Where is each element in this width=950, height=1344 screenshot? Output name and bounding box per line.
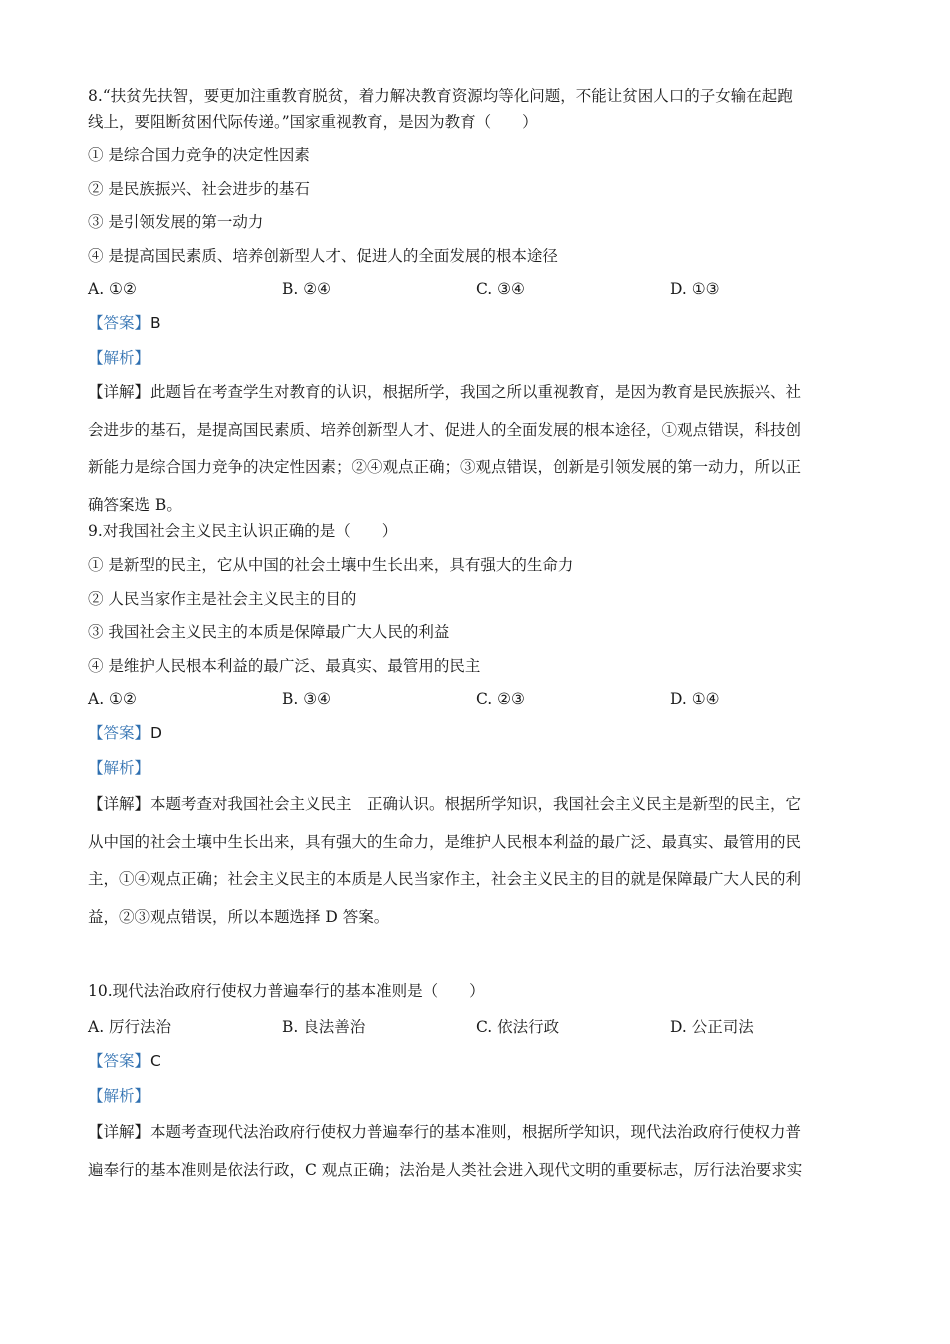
- detail-tag: 【详解】: [88, 383, 151, 401]
- option-d: D. ①④: [670, 690, 720, 708]
- detail-block: [88, 786, 864, 936]
- answer-line: [88, 1050, 864, 1085]
- detail-line: 新能力是综合国力竞争的决定性因素；②④观点正确；③观点错误，创新是引领发展的第一动力，所以正: [88, 458, 802, 476]
- statement-4: ④ 是提高国民素质、培养创新型人才、促进人的全面发展的根本途径: [88, 246, 558, 265]
- option-a: A. 厉行法治: [88, 1018, 172, 1036]
- analysis-label: 【解析】: [88, 759, 151, 777]
- option-b: B. ③④: [282, 690, 332, 708]
- answer-value: C: [150, 1052, 161, 1070]
- option-b: B. ②④: [282, 280, 332, 298]
- option-d: D. ①③: [670, 280, 720, 298]
- answer-value: B: [150, 314, 161, 332]
- answer-line: [88, 722, 864, 757]
- statement-2: ② 人民当家作主是社会主义民主的目的: [88, 589, 357, 608]
- question-stem-line: 8.“扶贫先扶智，要更加注重教育脱贫，着力解决教育资源均等化问题，不能让贫困人口的子女输在起跑: [88, 87, 793, 105]
- analysis-label: 【解析】: [88, 349, 151, 367]
- statement-3: ③ 我国社会主义民主的本质是保障最广大人民的利益: [88, 623, 450, 641]
- document-content: [88, 78, 864, 1189]
- option-d: D. 公正司法: [670, 1018, 754, 1036]
- answer-options: [88, 1016, 864, 1050]
- question-8: [88, 78, 864, 524]
- option-a: A. ①②: [88, 690, 137, 708]
- detail-tag: 【详解】: [88, 795, 151, 813]
- statement-4: ④ 是维护人民根本利益的最广泛、最真实、最管用的民主: [88, 656, 481, 675]
- detail-line: 遍奉行的基本准则是依法行政，C 观点正确；法治是人类社会进入现代文明的重要标志，厉行法治要求实: [88, 1160, 803, 1179]
- option-c: C. ②③: [476, 690, 525, 708]
- detail-line: 确答案选 B。: [88, 495, 182, 514]
- answer-options: [88, 688, 864, 722]
- option-c: C. 依法行政: [476, 1018, 560, 1036]
- question-stem-line: 线上，要阻断贫困代际传递。”国家重视教育，是因为教育（ ）: [88, 113, 538, 131]
- option-b: B. 良法善治: [282, 1018, 366, 1036]
- detail-block: [88, 374, 864, 524]
- statement-1: ① 是综合国力竞争的决定性因素: [88, 146, 310, 164]
- question-10: [88, 980, 864, 1189]
- statement-1: ① 是新型的民主，它从中国的社会土壤中生长出来，具有强大的生命力: [88, 556, 574, 574]
- question-stem-line: 9.对我国社会主义民主认识正确的是（ ）: [88, 522, 398, 540]
- detail-line: 益，②③观点错误，所以本题选择 D 答案。: [88, 907, 390, 926]
- answer-tag: 【答案】: [88, 1052, 151, 1070]
- statement-2: ② 是民族振兴、社会进步的基石: [88, 179, 310, 198]
- analysis-label: 【解析】: [88, 1087, 151, 1105]
- question-stem-line: 10.现代法治政府行使权力普遍奉行的基本准则是（ ）: [88, 982, 485, 1000]
- detail-tag: 【详解】: [88, 1123, 151, 1141]
- answer-tag: 【答案】: [88, 724, 151, 742]
- detail-line: 会进步的基石，是提高国民素质、培养创新型人才、促进人的全面发展的根本途径，①观点错误，科技创: [88, 420, 802, 439]
- detail-line: 从中国的社会土壤中生长出来，具有强大的生命力，是维护人民根本利益的最广泛、最真实、最管用的民: [88, 832, 802, 851]
- answer-line: [88, 312, 864, 347]
- question-stem: [88, 980, 864, 1002]
- answer-value: D: [150, 724, 162, 742]
- answer-tag: 【答案】: [88, 314, 151, 332]
- option-c: C. ③④: [476, 280, 525, 298]
- question-stem: [88, 520, 864, 542]
- option-a: A. ①②: [88, 280, 137, 298]
- detail-block: [88, 1114, 864, 1189]
- detail-line: 主，①④观点正确；社会主义民主的本质是人民当家作主，社会主义民主的目的就是保障最广大人民的利: [88, 870, 802, 888]
- question-9: [88, 520, 864, 936]
- statement-3: ③ 是引领发展的第一动力: [88, 213, 264, 231]
- question-stem: [88, 78, 864, 133]
- answer-options: [88, 278, 864, 312]
- detail-line: 【详解】此题旨在考查学生对教育的认识，根据所学，我国之所以重视教育，是因为教育是民族振兴、社: [88, 383, 802, 401]
- detail-line: 【详解】本题考查对我国社会主义民主 正确认识。根据所学知识，我国社会主义民主是新型的民主，它: [88, 795, 802, 813]
- detail-line: 【详解】本题考查现代法治政府行使权力普遍奉行的基本准则，根据所学知识，现代法治政府行使权力普: [88, 1123, 802, 1141]
